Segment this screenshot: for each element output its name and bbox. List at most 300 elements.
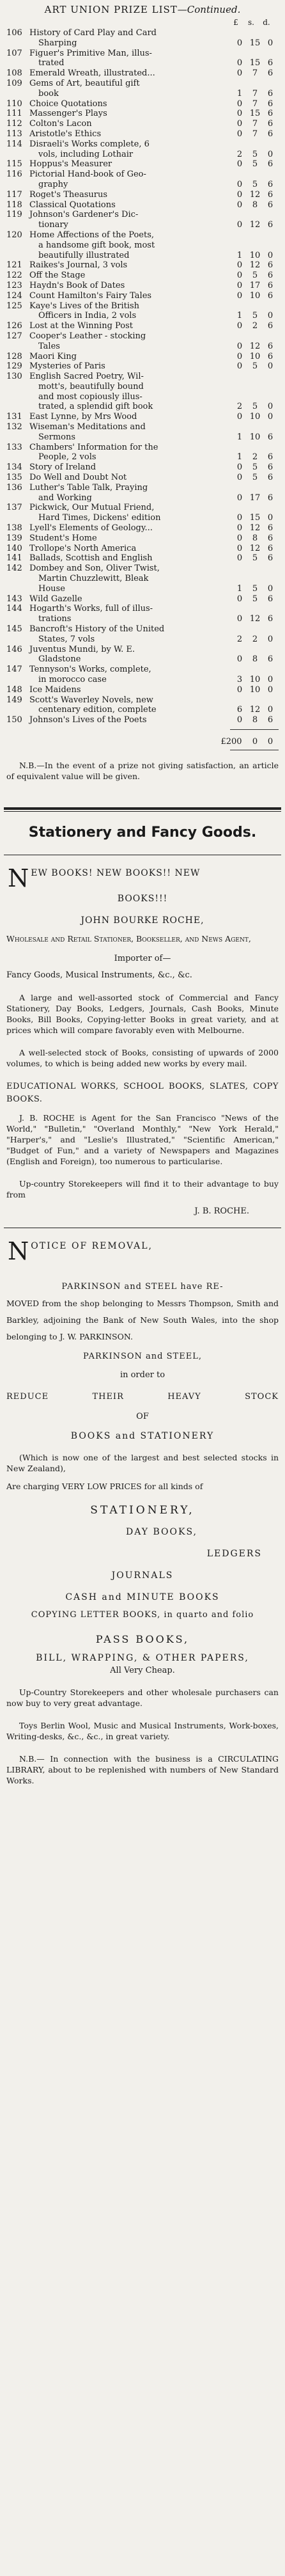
ad2-reduce-line	[6, 1387, 279, 1407]
prize-description: Off the Stage	[29, 271, 86, 281]
pence-column-label: d.	[263, 18, 270, 27]
prize-shillings: 10	[249, 432, 261, 442]
prize-shillings: 10	[249, 351, 261, 361]
prize-description: Disraeli's Works complete, 6	[29, 139, 150, 149]
prize-pence: 6	[267, 290, 273, 301]
prize-pounds: 3	[236, 675, 243, 684]
prize-shillings: 2	[252, 634, 258, 644]
prize-number: 133	[6, 442, 22, 452]
total-shillings: 0	[252, 736, 258, 747]
prize-pounds: 0	[236, 109, 243, 119]
prize-row	[4, 564, 281, 594]
prize-pence: 0	[267, 684, 273, 695]
prize-shillings: 10	[249, 412, 261, 422]
prize-description: States, 7 vols	[38, 634, 95, 644]
prize-description: Story of Ireland	[29, 462, 96, 473]
prize-pence: 6	[267, 220, 273, 230]
prize-description: Home Affections of the Poets,	[29, 230, 155, 240]
prize-description: beautifully illustrated	[38, 250, 130, 260]
prize-description: Student's Home	[29, 533, 97, 543]
prize-pounds: 0	[236, 68, 243, 79]
prize-description: East Lynne, by Mrs Wood	[29, 412, 137, 422]
prize-shillings: 15	[249, 38, 261, 48]
ad2-in-order: in order to	[119, 1370, 166, 1380]
prize-pounds: 0	[236, 684, 243, 695]
prize-shillings: 5	[252, 271, 258, 281]
prize-description: Hogarth's Works, full of illus-	[29, 604, 153, 614]
prize-shillings: 5	[252, 473, 258, 483]
prize-pence: 6	[267, 523, 273, 533]
prize-number: 150	[6, 715, 22, 725]
prize-description: Tennyson's Works, complete,	[29, 665, 151, 675]
prize-number: 143	[6, 594, 22, 604]
ad1-headline-line1: EW BOOKS! NEW BOOKS!! NEW	[31, 867, 201, 878]
ad1-educational: EDUCATIONAL WORKS, SCHOOL BOOKS, SLATES, COPY BOOKS.	[6, 1081, 279, 1104]
prize-pounds: 0	[236, 58, 243, 68]
prize-description: Tales	[38, 341, 60, 351]
prize-description: Pictorial Hand-book of Geo-	[29, 170, 146, 180]
prize-row	[4, 473, 281, 483]
prize-row	[4, 321, 281, 331]
prize-shillings: 7	[252, 99, 258, 109]
prize-pounds: 0	[236, 513, 243, 523]
prize-number: 135	[6, 473, 22, 483]
ad2-their-word: THEIR	[92, 1391, 124, 1402]
prize-number: 117	[6, 189, 22, 200]
prize-row	[4, 210, 281, 230]
prize-pounds: 1	[236, 311, 243, 321]
prize-number: 131	[6, 412, 22, 422]
prize-description: Lyell's Elements of Geology...	[29, 523, 153, 533]
prize-pence: 6	[267, 179, 273, 189]
prize-description: Dombey and Son, Oliver Twist,	[29, 564, 160, 574]
prize-shillings: 5	[252, 594, 258, 604]
prize-number: 128	[6, 351, 22, 361]
prize-shillings: 5	[252, 361, 258, 372]
prize-pence: 6	[267, 341, 273, 351]
prize-note: N.B.—In the event of a prize not giving satisfaction, an article of equivalent value will be given.	[6, 760, 279, 781]
prize-pence: 0	[267, 583, 273, 594]
prize-pounds: 0	[236, 189, 243, 200]
prize-number: 121	[6, 260, 22, 271]
ad2-firm: PARKINSON and STEEL have RE-	[61, 1281, 224, 1292]
ad1-para4: Up-country Storekeepers will find it to their advantage to buy from	[6, 1178, 279, 1199]
ad2-cash-minute: CASH and MINUTE BOOKS	[65, 1592, 220, 1602]
prize-number: 116	[6, 170, 22, 180]
prize-number: 126	[6, 321, 22, 331]
prize-number: 134	[6, 462, 22, 473]
prize-description: Count Hamilton's Fairy Tales	[29, 290, 152, 301]
prize-pounds: 2	[236, 149, 243, 159]
prize-description: Wiseman's Meditations and	[29, 422, 146, 432]
prize-pence: 0	[267, 412, 273, 422]
prize-description: Choice Quotations	[29, 99, 107, 109]
currency-columns-header	[4, 18, 281, 28]
prize-number: 141	[6, 553, 22, 564]
prize-row	[4, 291, 281, 301]
prize-description: Wild Gazelle	[29, 594, 82, 604]
prize-description: trations	[38, 614, 72, 624]
prize-number: 149	[6, 695, 22, 705]
prize-description: Sermons	[38, 432, 76, 442]
prize-row	[4, 200, 281, 210]
prize-row	[4, 361, 281, 372]
prize-number: 147	[6, 665, 22, 675]
prize-description: in morocco case	[38, 675, 107, 684]
prize-pounds: 0	[236, 280, 243, 290]
prize-row	[4, 68, 281, 79]
ad1-trade: Wholesale and Retail Stationer, Bookseller, and News Agent,	[6, 933, 251, 944]
prize-pounds: 0	[236, 341, 243, 351]
prize-description: tionary	[38, 220, 68, 230]
ad2-bill-papers: BILL, WRAPPING, & OTHER PAPERS,	[36, 1652, 249, 1663]
prize-description: Johnson's Gardener's Dic-	[29, 210, 139, 220]
continued-label: —Continued.	[177, 4, 241, 15]
prize-row	[4, 109, 281, 119]
prize-pence: 6	[267, 432, 273, 442]
prize-description: Kaye's Lives of the British	[29, 301, 140, 311]
prize-row	[4, 544, 281, 554]
prize-pounds: 0	[236, 614, 243, 624]
prize-pounds: 0	[236, 38, 243, 48]
prize-shillings: 8	[252, 715, 258, 725]
prize-shillings: 7	[252, 88, 258, 99]
prize-shillings: 10	[249, 675, 261, 684]
prize-row	[4, 260, 281, 271]
prize-pounds: 0	[236, 290, 243, 301]
prize-shillings: 15	[249, 109, 261, 119]
prize-pounds: 0	[236, 462, 243, 473]
prize-row	[4, 483, 281, 503]
prize-pence: 0	[267, 513, 273, 523]
prize-description: a handsome gift book, most	[38, 240, 155, 250]
prize-pence: 6	[267, 189, 273, 200]
total-pence: 0	[267, 736, 273, 747]
prize-description: Juventus Mundi, by W. E.	[29, 644, 135, 654]
prize-row	[4, 119, 281, 129]
prize-number: 129	[6, 361, 22, 372]
prize-description: Hoppus's Measurer	[29, 159, 112, 170]
prize-pence: 6	[267, 473, 273, 483]
prize-pence: 0	[267, 38, 273, 48]
prize-row	[4, 695, 281, 716]
prize-pounds: 0	[236, 351, 243, 361]
prize-shillings: 12	[249, 260, 261, 271]
prize-description: graphy	[38, 179, 68, 189]
prize-pounds: 2	[236, 402, 243, 412]
prize-shillings: 7	[252, 129, 258, 139]
prize-description: Roget's Theasurus	[29, 189, 108, 200]
prize-description: Aristotle's Ethics	[29, 129, 102, 139]
prize-pounds: 6	[236, 705, 243, 715]
ad2-headline-text: OTICE OF REMOVAL,	[31, 1240, 153, 1251]
prize-shillings: 5	[252, 311, 258, 321]
ad2-copying: COPYING LETTER BOOKS, in quarto and folio	[31, 1609, 254, 1620]
prize-description: Luther's Table Talk, Praying	[29, 482, 148, 493]
prize-number: 138	[6, 523, 22, 533]
prize-number: 130	[6, 372, 22, 382]
prize-description: History of Card Play and Card	[29, 28, 157, 38]
prize-pounds: 0	[236, 159, 243, 170]
prize-pence: 0	[267, 311, 273, 321]
prize-pounds: 0	[236, 119, 243, 129]
prize-pence: 0	[267, 634, 273, 644]
prize-row	[4, 139, 281, 160]
prize-pence: 6	[267, 200, 273, 210]
prize-description: mott's, beautifully bound	[38, 381, 144, 391]
prize-row	[4, 665, 281, 685]
prize-shillings: 5	[252, 462, 258, 473]
prize-pounds: 0	[236, 129, 243, 139]
roche-advertisement	[4, 864, 281, 1216]
prize-row	[4, 715, 281, 725]
prize-pounds: 0	[236, 543, 243, 553]
prize-pounds: 1	[236, 452, 243, 462]
ad2-stock-word: STOCK	[245, 1391, 279, 1402]
prize-shillings: 8	[252, 533, 258, 543]
prize-shillings: 17	[249, 280, 261, 290]
prize-pence: 0	[267, 149, 273, 159]
prize-row	[4, 301, 281, 322]
prize-shillings: 15	[249, 513, 261, 523]
prize-shillings: 12	[249, 220, 261, 230]
prize-pounds: 0	[236, 553, 243, 564]
prize-description: Emerald Wreath, illustrated...	[29, 68, 155, 79]
prize-pence: 6	[267, 654, 273, 665]
prize-description: Raikes's Journal, 3 vols	[29, 260, 128, 271]
prize-number: 122	[6, 271, 22, 281]
prize-pence: 6	[267, 159, 273, 170]
prize-pence: 6	[267, 68, 273, 79]
prize-shillings: 7	[252, 68, 258, 79]
prize-description: Trollope's North America	[29, 543, 137, 553]
prize-row	[4, 281, 281, 291]
prize-description: centenary edition, complete	[38, 705, 157, 715]
prize-shillings: 5	[252, 553, 258, 564]
prize-shillings: 10	[249, 290, 261, 301]
ad2-charging: Are charging VERY LOW PRICES for all kinds of	[6, 1481, 203, 1491]
prize-description: Massenger's Plays	[29, 109, 107, 119]
prize-pounds: 0	[236, 493, 243, 503]
prize-number: 111	[6, 109, 22, 119]
prize-number: 140	[6, 543, 22, 553]
prize-pounds: 0	[236, 220, 243, 230]
prize-row	[4, 331, 281, 352]
prize-description: Ballads, Scottish and English	[29, 553, 153, 564]
prize-row	[4, 170, 281, 190]
prize-pence: 6	[267, 58, 273, 68]
prize-pounds: 0	[236, 533, 243, 543]
prize-pence: 6	[267, 109, 273, 119]
prize-number: 124	[6, 290, 22, 301]
ad2-day-books: DAY BOOKS,	[126, 1526, 197, 1537]
prize-row	[4, 159, 281, 170]
prize-pence: 6	[267, 462, 273, 473]
prize-number: 148	[6, 684, 22, 695]
prize-number: 119	[6, 210, 22, 220]
prize-number: 127	[6, 331, 22, 341]
prize-description: Sharping	[38, 38, 77, 48]
prize-description: Cooper's Leather - stocking	[29, 331, 146, 341]
ad1-headline	[8, 864, 281, 892]
prize-description: People, 2 vols	[38, 452, 96, 462]
prize-shillings: 2	[252, 321, 258, 331]
ad1-name: JOHN BOURKE ROCHE,	[81, 915, 204, 926]
prize-description: Ice Maidens	[29, 684, 81, 695]
prize-number: 123	[6, 280, 22, 290]
prize-number: 136	[6, 482, 22, 493]
prize-pence: 6	[267, 119, 273, 129]
prize-row	[4, 79, 281, 99]
prize-pounds: 0	[236, 654, 243, 665]
prize-pence: 0	[267, 361, 273, 372]
prize-shillings: 12	[249, 523, 261, 533]
prize-number: 109	[6, 78, 22, 88]
prize-row	[4, 28, 281, 49]
prize-row	[4, 190, 281, 200]
prize-row	[4, 271, 281, 281]
prize-pence: 0	[267, 705, 273, 715]
prize-pence: 6	[267, 493, 273, 503]
ad1-para2: A well-selected stock of Books, consisting of upwards of 2000 volumes, to which is being added new works by every mail.	[6, 1047, 279, 1068]
prize-row	[4, 412, 281, 422]
prize-pence: 0	[267, 675, 273, 684]
prize-number: 120	[6, 230, 22, 240]
prize-number: 145	[6, 624, 22, 635]
prize-pence: 6	[267, 594, 273, 604]
prize-pence: 6	[267, 260, 273, 271]
prize-shillings: 7	[252, 119, 258, 129]
prize-shillings: 5	[252, 159, 258, 170]
prize-number: 106	[6, 28, 22, 38]
prize-description: Officers in India, 2 vols	[38, 311, 137, 321]
prize-description: book	[38, 88, 59, 99]
prize-number: 146	[6, 644, 22, 654]
ad2-heavy-word: HEAVY	[167, 1391, 201, 1402]
prize-number: 115	[6, 159, 22, 170]
prize-pounds: 0	[236, 412, 243, 422]
prize-row	[4, 594, 281, 604]
prize-description: Maori King	[29, 351, 77, 361]
ad1-para1: A large and well-assorted stock of Commercial and Fancy Stationery, Day Books, Ledgers, Journals, Cash Books, Minute Books, Bill Books, Copying-letter Books in great variety, and at prices which will compare favorably even with Melbourne.	[6, 992, 279, 1035]
prize-pounds: 0	[236, 271, 243, 281]
prize-number: 125	[6, 301, 22, 311]
prize-pounds: 0	[236, 523, 243, 533]
ad2-headline	[8, 1237, 281, 1265]
prize-list-heading	[4, 0, 281, 18]
prize-description: Hard Times, Dickens' edition	[38, 513, 161, 523]
prize-number: 112	[6, 119, 22, 129]
prize-description: and most copiously illus-	[38, 391, 142, 402]
ad2-moved-text: MOVED from the shop belonging to Messrs Thompson, Smith and Barkley, adjoining the Bank of New South Wales, into the shop belonging to J. W. PARKINSON.	[6, 1298, 279, 1341]
prize-list	[4, 28, 281, 725]
prize-description: Chambers' Information for the	[29, 442, 158, 452]
prize-number: 139	[6, 533, 22, 543]
prize-row	[4, 230, 281, 260]
prize-description: Haydn's Book of Dates	[29, 280, 125, 290]
ad2-toys: Toys Berlin Wool, Music and Musical Instruments, Work-boxes, Writing-desks, &c., &c., in great variety.	[6, 1720, 279, 1741]
prize-pounds: 0	[236, 179, 243, 189]
prize-description: Scott's Waverley Novels, new	[29, 695, 153, 705]
prize-shillings: 2	[252, 452, 258, 462]
prize-pounds: 0	[236, 715, 243, 725]
prize-description: Classical Quotations	[29, 200, 116, 210]
prize-description: Figuer's Primitive Man, illus-	[29, 48, 152, 58]
prize-number: 137	[6, 503, 22, 513]
prize-pounds: 1	[236, 432, 243, 442]
prize-description: Bancroft's History of the United	[29, 624, 165, 635]
prize-row	[4, 462, 281, 473]
prize-number: 118	[6, 200, 22, 210]
prize-description: Colton's Lacon	[29, 119, 92, 129]
prize-description: Martin Chuzzlewitt, Bleak	[38, 574, 149, 584]
prize-pence: 0	[267, 250, 273, 260]
prize-shillings: 5	[252, 402, 258, 412]
ad2-which-is: (Which is now one of the largest and best selected stocks in New Zealand),	[6, 1452, 279, 1473]
prize-pence: 6	[267, 88, 273, 99]
prize-row	[4, 553, 281, 564]
prize-description: Do Well and Doubt Not	[29, 473, 127, 483]
prize-description: Johnson's Lives of the Poets	[29, 715, 147, 725]
prize-description: Mysteries of Paris	[29, 361, 105, 372]
prize-pence: 6	[267, 614, 273, 624]
prize-pence: 6	[267, 280, 273, 290]
ad1-importer: Importer of—	[114, 953, 171, 963]
prize-total	[4, 737, 281, 750]
ad2-reduce-word: REDUCE	[6, 1391, 49, 1402]
prize-description: vols, including Lothair	[38, 149, 134, 159]
ad2-nb: N.B.— In connection with the business is a CIRCULATING LIBRARY, about to be replenished with numbers of New Standard Works.	[6, 1753, 279, 1785]
prize-description: English Sacred Poetry, Wil-	[29, 372, 144, 382]
prize-shillings: 15	[249, 58, 261, 68]
prize-row	[4, 129, 281, 139]
ad2-stationery: STATIONERY,	[90, 1503, 195, 1517]
ad2-pass-books: PASS BOOKS,	[95, 1632, 190, 1645]
prize-shillings: 17	[249, 493, 261, 503]
ad2-of: OF	[136, 1411, 149, 1421]
prize-shillings: 8	[252, 200, 258, 210]
prize-pounds: 2	[236, 634, 243, 644]
ad1-para3: J. B. ROCHE is Agent for the San Francisco "News of the World," "Bulletin," "Overland Monthly," "New York Herald," "Harper's," and "Leslie's Illustrated," "Scientific American," "Budget of Fun," and a variety of Newspapers and Magazines (English and Foreign), too numerous to particularise.	[6, 1112, 279, 1166]
prize-row	[4, 645, 281, 665]
prize-row	[4, 624, 281, 645]
prize-pounds: 0	[236, 321, 243, 331]
ad2-upcountry: Up-Country Storekeepers and other wholesale purchasers can now buy to very great advantage.	[6, 1687, 279, 1708]
prize-shillings: 12	[249, 543, 261, 553]
prize-number: 107	[6, 48, 22, 58]
ad1-goods: Fancy Goods, Musical Instruments, &c., &c.	[6, 970, 192, 980]
ad1-headline-line2: BOOKS!!!	[117, 893, 168, 904]
prize-shillings: 8	[252, 654, 258, 665]
prize-row	[4, 685, 281, 695]
prize-list-title: ART UNION PRIZE LIST	[44, 4, 178, 15]
prize-pence: 6	[267, 452, 273, 462]
ad2-ledgers: LEDGERS	[206, 1548, 262, 1559]
prize-number: 144	[6, 604, 22, 614]
prize-pence: 6	[267, 321, 273, 331]
prize-pence: 6	[267, 543, 273, 553]
prize-row	[4, 372, 281, 412]
prize-shillings: 12	[249, 614, 261, 624]
prize-shillings: 12	[249, 341, 261, 351]
prize-description: House	[38, 583, 65, 594]
prize-pence: 6	[267, 715, 273, 725]
section-title: Stationery and Fancy Goods.	[28, 824, 257, 841]
prize-row	[4, 49, 281, 69]
prize-row	[4, 523, 281, 533]
prize-description: Lost at the Winning Post	[29, 321, 133, 331]
ad2-cheap: All Very Cheap.	[110, 1665, 175, 1675]
